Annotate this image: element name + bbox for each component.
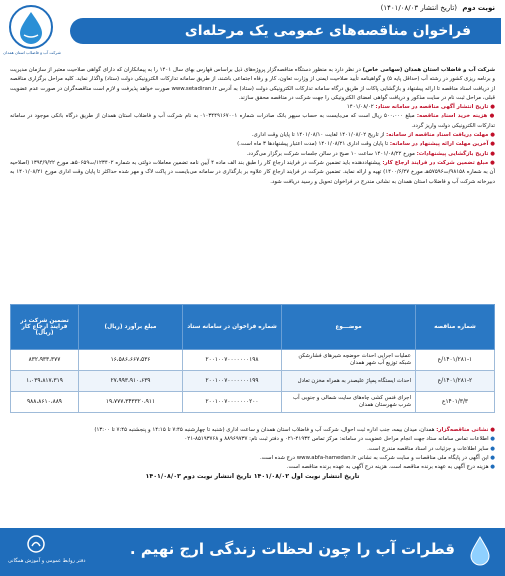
cell-estimate: ۲۷،۹۹۳،۹۱۰،۶۳۹ [79, 371, 183, 392]
cell-subject: اجرای فنس کشی چاه‌های سایت شمالی و جنوبی آب شرب شهرستان همدان [282, 392, 416, 413]
item-document-fee: ● هزینه خرید اسناد مناقصه: مبلغ ۵۰۰،۰۰۰ ریال است که می‌بایست به حساب سپهر بانک صادرات شماره ۰۱۰۳۴۴۹۱۶۷۰۰۱ به نام شرکت آب و فاضلاب استان همدان از طریق درگاه بانکی موجود در سامانه تدارکات الکترونیکی دولت واریز گردد. [10, 113, 495, 129]
publish-date-top: (تاریخ انتشار ۱۴۰۱/۰۸/۰۳) [380, 4, 457, 12]
note-fee: ● هزینه درج آگهی به عهده برنده مناقصه است. هزینه درج آگهی به عهده برنده مناقصه است. [286, 464, 495, 471]
title-bar [70, 18, 501, 44]
note-details: ● سایر اطلاعات و جزئیات در اسناد مناقصه مندرج است. [367, 445, 495, 452]
cell-setad-number: ۲۰۰۱۰۰۷۰۰۰۰۰۰۰۱۹۹ [183, 371, 282, 392]
table-row [11, 350, 495, 371]
header [0, 0, 505, 64]
cell-guarantee: ۸۳۲،۹۳۳،۳۷۷ [11, 350, 79, 371]
cell-estimate: ۱۶،۵۸۶،۶۶۷،۵۳۶ [79, 350, 183, 371]
note-contact: ● اطلاعات تماس سامانه ستاد جهت انجام مراحل عضویت در سامانه: مرکز تماس ۴۱۹۳۴-۰۲۱ و دفتر ثبت نام: ۸۸۹۶۹۷۳۷ و ۸۵۱۹۳۷۶۸-۰۲۱ [184, 436, 495, 443]
footer-slogan: قطرات آب را چون لحظات زندگی ارج نهیم . [129, 540, 455, 558]
item-publish-date: ● تاریخ انتشار آگهی مناقصه در سامانه ستاد: ۱۴۰۱/۰۸/۰۲ [346, 104, 495, 111]
cell-subject: عملیات اجرایی احداث حوضچه شیرهای فشارشکن شبکه توزیع آب شهر همدان [282, 350, 416, 371]
table-row [11, 371, 495, 392]
tender-table [10, 304, 495, 413]
page-title: فراخوان مناقصه‌های عمومی یک مرحله‌ای [184, 23, 471, 39]
cell-estimate: ۱۹،۷۷۷،۳۴۳۳۲۰،۹۱۱ [79, 392, 183, 413]
logo-caption: شرکت آب و فاضلاب استان همدان [3, 50, 61, 55]
cell-subject: احداث ایستگاه پمپاژ علیصدر به همراه مخزن تعادل [282, 371, 416, 392]
cell-tender-number: ۱۴۰۱/۲۸۱-۱/ع [416, 350, 495, 371]
col-tender-number: شماره مناقصه [416, 305, 495, 350]
department-label: دفتر روابط عمومی و آموزش همگانی [8, 558, 86, 564]
item-opening-date: ● تاریخ بازگشایی پیشنهادات: مورخ ۱۴۰۱/۰۸/۲۲ ساعت ۱۰ صبح در سالن جلسات شرکت برگزار می‌گردد. [246, 150, 495, 157]
cell-guarantee: ۹۸۸،۸۶۱۰،۸۸۹ [11, 392, 79, 413]
cell-tender-number: ۱۴۰۱/۳/۳ع [416, 392, 495, 413]
item-submission-deadline: ● آخرین مهلت ارائه پیشنهاد در سامانه: تا پایان وقت اداری ۱۴۰۱/۰۸/۲۱ (مدت اعتبار پیشنهادها ۳ ماه است.) [237, 141, 495, 148]
col-setad-number: شماره فراخوان در سامانه ستاد [183, 305, 282, 350]
water-drop-icon [469, 536, 491, 566]
col-estimate: مبلغ برآورد (ریال) [79, 305, 183, 350]
notes-section [10, 426, 495, 522]
round-label: نوبت دوم [462, 4, 495, 12]
table-row [11, 392, 495, 413]
cell-setad-number: ۲۰۰۱۰۰۷۰۰۰۰۰۰۰۲۰۰ [183, 392, 282, 413]
cell-tender-number: ۱۴۰۱/۲۸۱-۲/ع [416, 371, 495, 392]
public-relations-icon [26, 534, 46, 554]
company-name: شرکت آب و فاضلاب استان همدان (سهامی خاص) [362, 67, 495, 73]
cell-guarantee: ۱،۰۳۹،۸۱۷،۳۱۹ [11, 371, 79, 392]
publish-dates: تاریخ انتشار نوبت اول ۱۴۰۱/۰۸/۰۲ تاریخ انتشار نوبت دوم ۱۴۰۱/۰۸/۰۳ [145, 473, 360, 481]
note-address: ● نشانی مناقصه‌گزار: همدان، میدان بیمه، جنب اداره ثبت احوال، شرکت آب و فاضلاب استان همدان و ساعت اداری (شنبه تا چهارشنبه ۷:۴۵ تا ۱۴:۱۵ و پنجشنبه ۷:۴۵ تا ۱۳:۰۰) [94, 427, 495, 433]
table-header-row [11, 305, 495, 350]
cell-setad-number: ۲۰۰۱۰۰۷۰۰۰۰۰۰۰۱۹۸ [183, 350, 282, 371]
intro-text: در نظر دارد به منظور دستگاه مناقصه‌گزار پروژه‌های ذیل براساس فهارس بهای سال ۱۴۰۱ را به پیمانکاران که دارای گواهی صلاحیت معتبر از سازمان مدیریت و برنامه ریزی کشور در رشته آب (حداقل پایه ۵) و گواهینامه تأیید صلاحیت ایمنی از وزارت تعاون، کار و رفاه اجتماعی باشند، از طریق سامانه تدارکات الکترونیکی دولت (ستاد) واگذار نماید. کلیه مراحل برگزاری مناقصه از دریافت اسناد مناقصه تا ارائه پیشنهاد و بازگشایی پاکات از طریق درگاه سامانه تدارکات الکترونیکی دولت (ستاد) به آدرس www.setadiran.ir صورت خواهد پذیرفت و لازم است مناقصه‌گران در صورت عدم عضویت قبلی، مراحل ثبت نام در سایت مذکور و دریافت گواهی امضای الکترونیکی را جهت شرکت در مناقصه محقق سازند. [10, 67, 495, 101]
item-guarantee: ● مبلغ تضمین شرکت در فرایند ارجاع کار: پیشنهاددهنده باید تضمین شرکت در فرایند ارجاع کار را طبق بند الف ماده ۴ آیین نامه تضمین معاملات دولتی به شماره ۱۲۳۴۰۲/ت۵۰۶۵۹هـ مورخ ۱۳۹۴/۹/۲۲ (اصلاحیه آن به شماره ۹۸۱۵۸/ت۵۷۵۹۶هـ مورخ ۱۴۰۰/۶/۲۷) تهیه و ارائه نماید. تضمین شرکت در فرایند ارجاع کار علاوه بر بارگذاری در سامانه می‌بایست در پاکت لاک و مهر شده حداکثر تا پایان وقت اداری مورخ ۱۴۰۱/۰۸/۲۱ به دبیرخانه شرکت آب و فاضلاب استان همدان به نشانی مندرج در فراخوان تحویل و رسید دریافت شود. [10, 159, 495, 185]
footer [0, 528, 505, 576]
intro-section [10, 66, 495, 302]
col-guarantee: تضمین شرکت در فرایند ارجاع کار (ریال) [11, 305, 79, 350]
water-drop-logo-icon [6, 4, 56, 50]
note-portal: ● این آگهی در پایگاه ملی مناقصات و سایت شرکت به نشانی www.abfa-hamedan.ir درج شده است. [259, 454, 495, 461]
col-subject: موضـــوع [282, 305, 416, 350]
item-document-deadline: ● مهلت دریافت اسناد مناقصه از سامانه: از تاریخ ۱۴۰۱/۰۸/۰۲ لغایت ۱۴۰۱/۰۸/۱۰ تا پایان وقت اداری. [251, 132, 495, 139]
